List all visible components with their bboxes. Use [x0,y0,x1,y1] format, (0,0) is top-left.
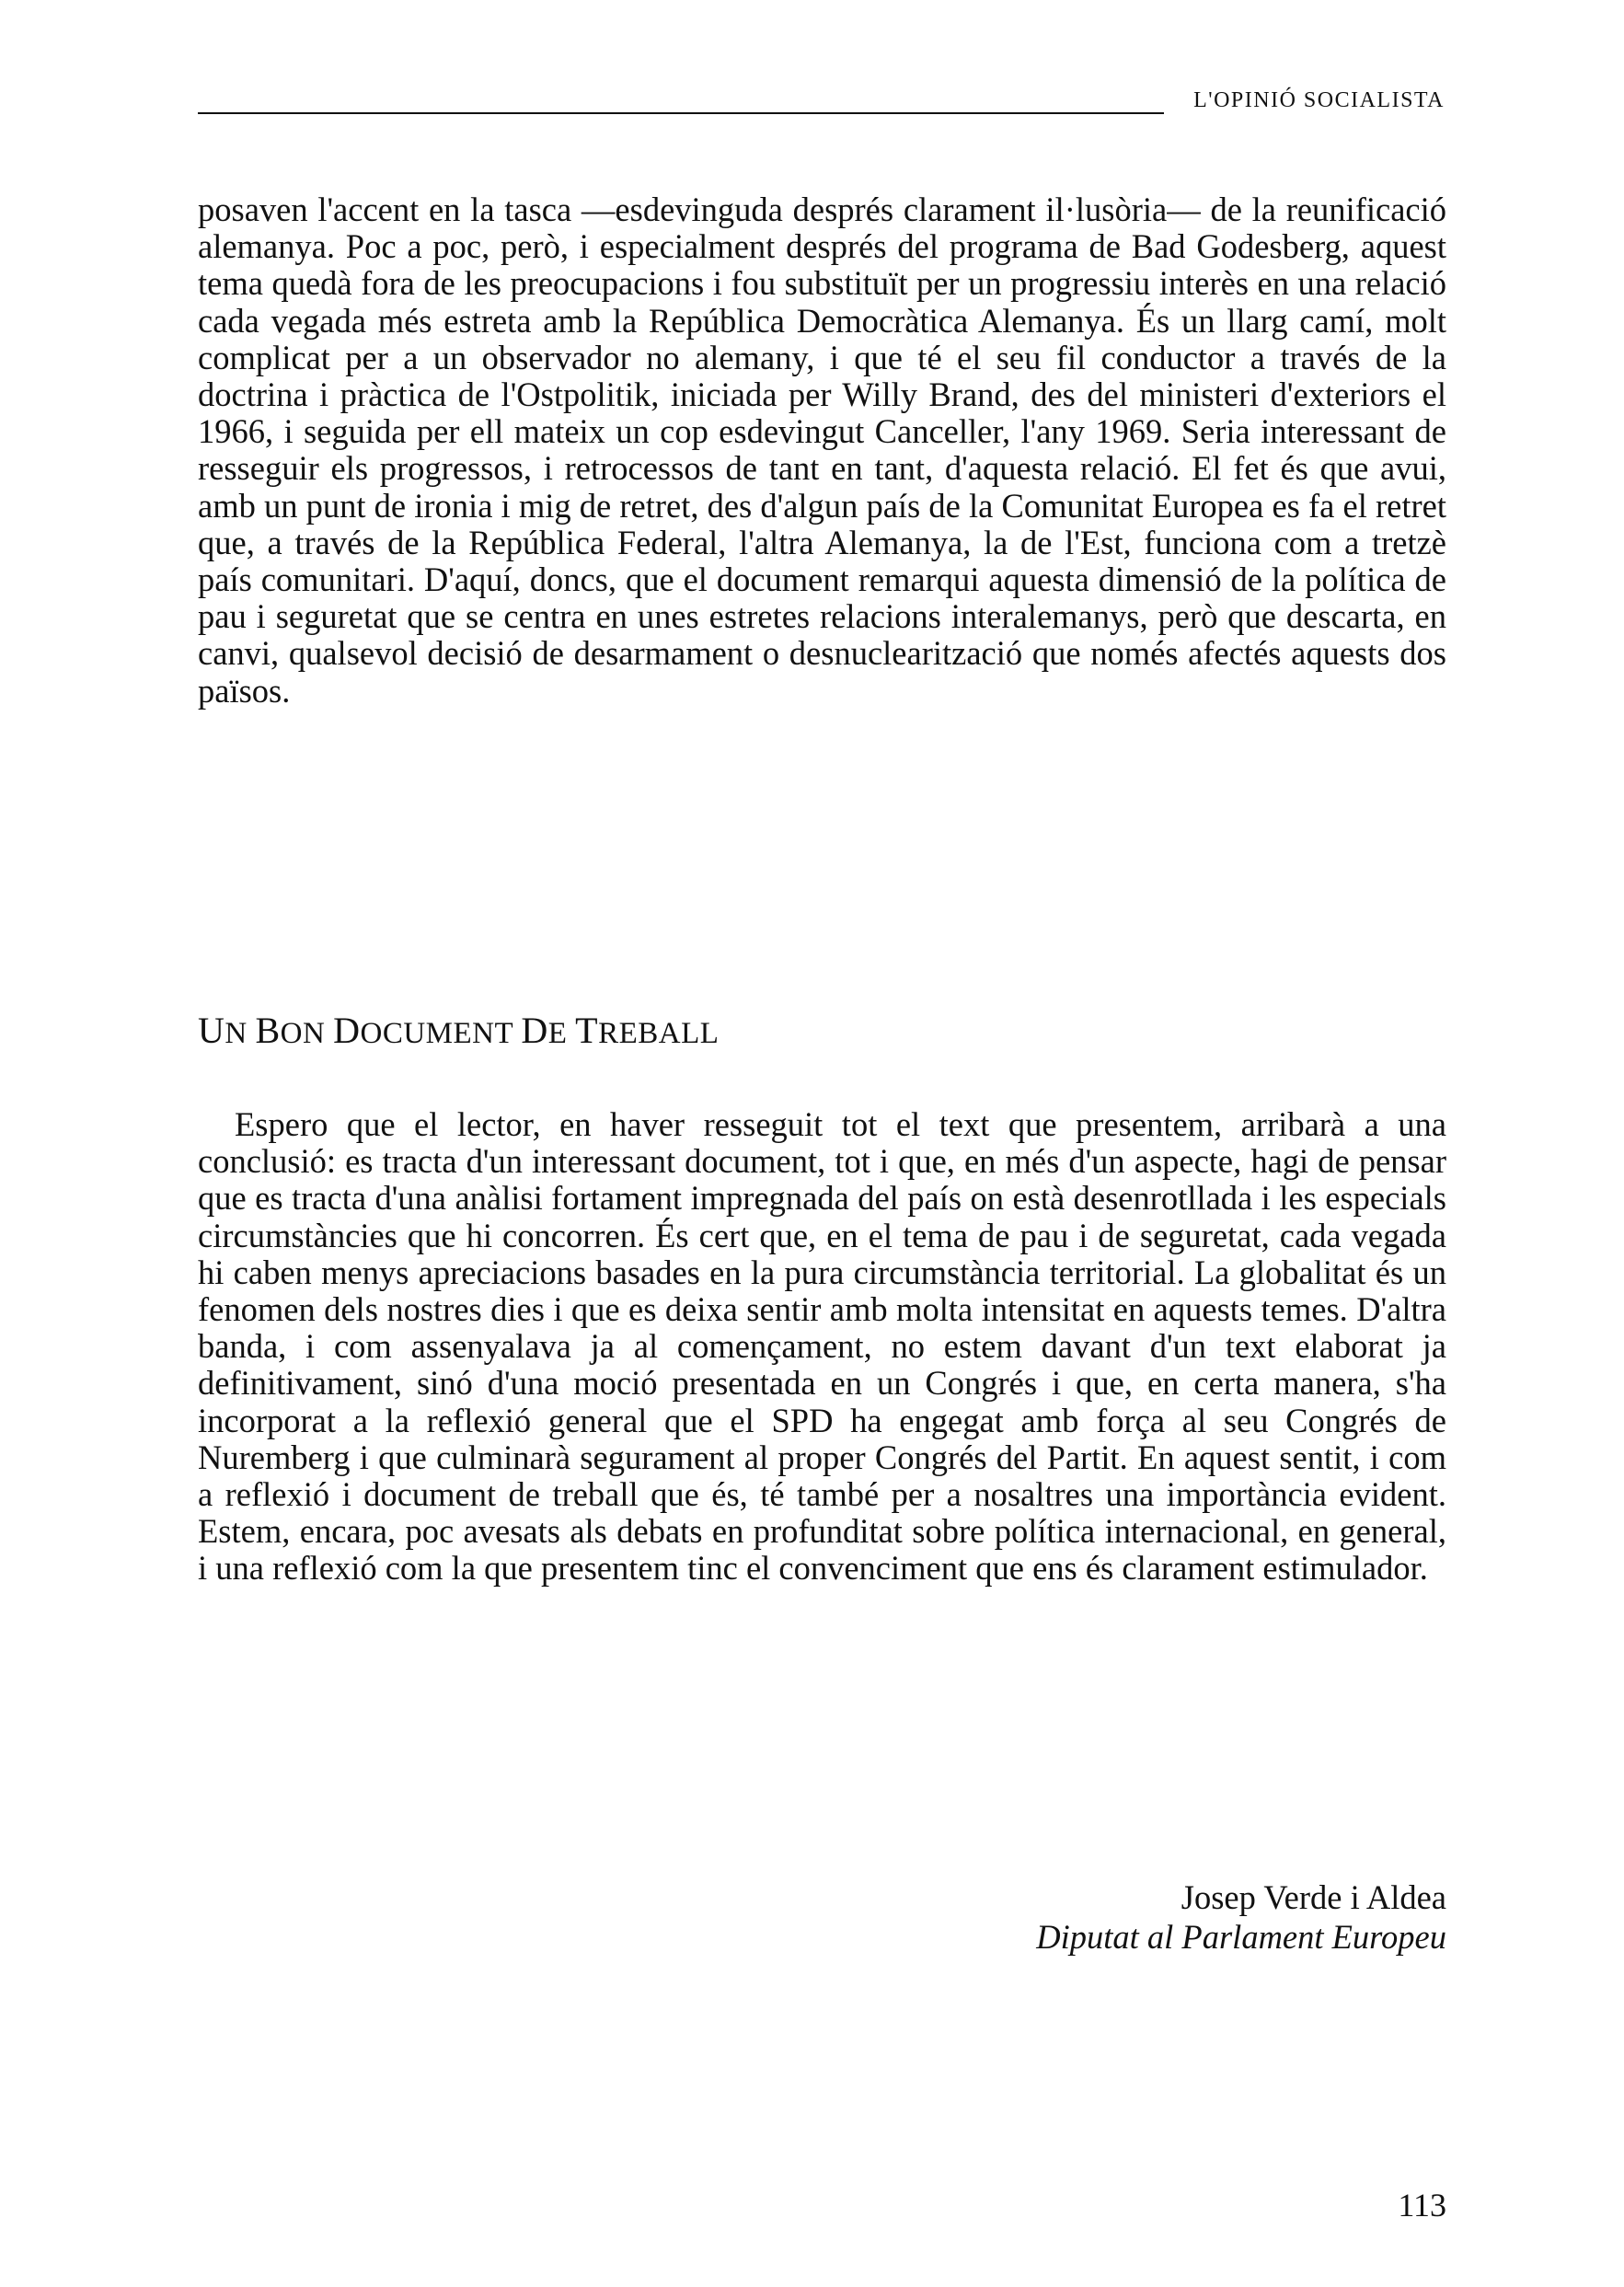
body-paragraph-2: Espero que el lector, en haver resseguit tot el text que presentem, arribarà a una conclusió: es tracta d'un interessant document, tot i que, en més d'un aspecte, hagi de pensar que es tracta d'una anàlisi fortament impregnada del país on està desenrotllada i les especials circumstàncies que hi concorren. És cert que, en el tema de pau i de seguretat, cada vegada hi caben menys apreciacions basades en la pura circumstància territorial. La globalitat és un fenomen dels nostres dies i que es deixa sentir amb molta intensitat en aquests temes. D'altra banda, i com assenyalava ja al començament, no estem davant d'un text elaborat ja definitivament, sinó d'una moció presentada en un Congrés i que, en certa manera, s'ha incorporat a la reflexió general que el SPD ha engegat amb força al seu Congrés de Nuremberg i que culminarà segurament al proper Congrés del Partit. En aquest sentit, i com a reflexió i document de treball que és, té també per a nosaltres una importància evident. Estem, encara, poc avesats als debats en profunditat sobre política internacional, en general, i una reflexió com la que presentem tinc el convenciment que ens és clarament estimulador. [198,1105,1446,1588]
section-heading [198,1012,719,1052]
body-paragraph-1: posaven l'accent en la tasca —esdevinguda després clarament il·lusòria— de la reunificació alemanya. Poc a poc, però, i especialment després del programa de Bad Godesberg, aquest tema quedà fora de les preocupacions i fou substituït per un progressiu interès en una relació cada vegada més estreta amb la República Democràtica Alemanya. És un llarg camí, molt complicat per a un observador no alemany, i que té el seu fil conductor a través de la doctrina i pràctica de l'Ostpolitik, iniciada per Willy Brand, des del ministeri d'exteriors el 1966, i seguida per ell mateix un cop esdevingut Canceller, l'any 1969. Seria interessant de resseguir els progressos, i retrocessos de tant en tant, d'aquesta relació. El fet és que avui, amb un punt de ironia i mig de retret, des d'algun país de la Comunitat Europea es fa el retret que, a través de la República Federal, l'altra Alemanya, la de l'Est, funciona com a tretzè país comunitari. D'aquí, doncs, que el document remarqui aquesta dimensió de la política de pau i seguretat que se centra en unes estretes relacions interalemanys, però que descarta, en canvi, qualsevol decisió de desarmament o desnuclearització que només afectés aquests dos països. [198,191,1446,710]
section-heading-text: UN BON DOCUMENT DE TREBALL [198,1010,720,1051]
running-header [198,85,1445,121]
running-title: L'OPINIÓ SOCIALISTA [1193,88,1445,112]
signature-block [1036,1877,1446,1957]
author-name: Josep Verde i Aldea [1181,1878,1446,1916]
header-rule [198,112,1164,114]
page-number: 113 [1398,2187,1446,2223]
author-role: Diputat al Parlament Europeu [1036,1918,1446,1956]
